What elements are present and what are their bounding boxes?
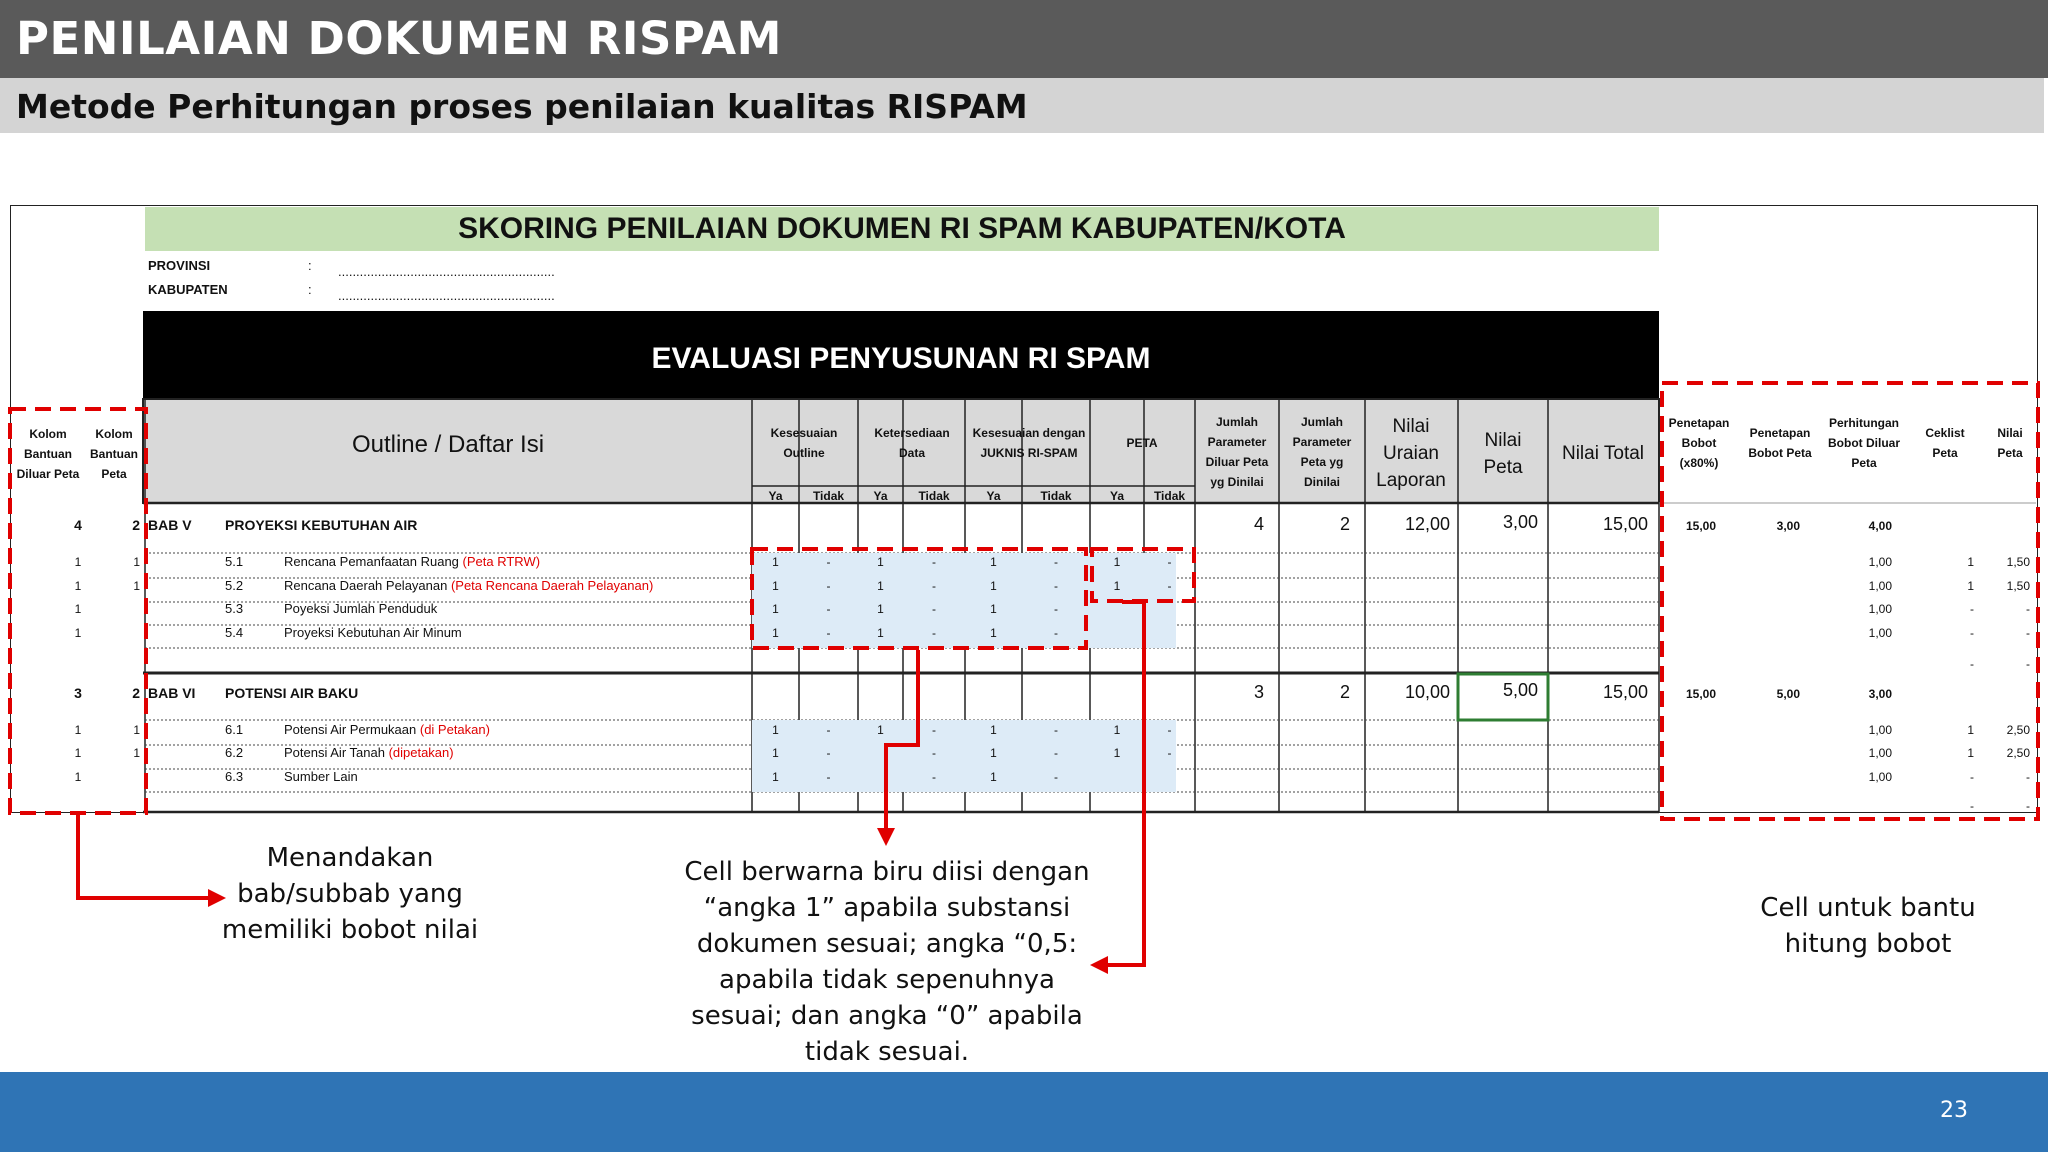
- page-number: 23: [1940, 1098, 1968, 1123]
- bab6-nilai-peta: 5,00: [1502, 680, 1538, 700]
- nilai-uraian-header: Nilai: [1392, 416, 1430, 437]
- nilai-total-header: Nilai Total: [1561, 443, 1645, 464]
- right-helper-header: Peta: [1997, 446, 2023, 460]
- tidak-header: Tidak: [812, 489, 845, 503]
- caption-left: [205, 840, 495, 948]
- jp-diluar-header: Jumlah: [1215, 415, 1259, 429]
- bab6-code: BAB VI: [148, 685, 196, 701]
- nilai-peta-value: 2,50: [2006, 746, 2030, 760]
- input-cell-value: 1: [1113, 579, 1121, 593]
- right-helper-header: Nilai: [1997, 426, 2023, 440]
- bab5-jp-diluar: 4: [1253, 514, 1264, 534]
- ceklist-peta-value: -: [1970, 626, 1974, 640]
- input-cell-value: 1: [877, 602, 884, 616]
- row-helper-1: 1: [74, 746, 82, 760]
- input-cell-value: -: [1167, 723, 1172, 737]
- bobot-diluar-value: 1,00: [1868, 555, 1892, 569]
- input-cell-value: -: [826, 626, 831, 640]
- caption-right-line: hitung bobot: [1784, 929, 1952, 959]
- left-helper-header: Bantuan: [90, 447, 138, 461]
- nilai-peta-header: Peta: [1483, 457, 1523, 478]
- input-cell-value: 1: [990, 602, 997, 616]
- input-cell-value: 1: [990, 746, 997, 760]
- ceklist-peta-value: -: [1970, 657, 1974, 671]
- caption-left-line: bab/subbab yang: [237, 879, 463, 909]
- tidak-header: Tidak: [1153, 489, 1186, 503]
- input-cell-value: 1: [1113, 746, 1121, 760]
- jp-diluar-header: Diluar Peta: [1205, 455, 1269, 469]
- input-cell-value: -: [826, 723, 831, 737]
- row-text: Potensi Air Permukaan (di Petakan): [284, 722, 490, 737]
- input-cell-value: 1: [772, 723, 779, 737]
- row-number: 5.1: [225, 554, 244, 569]
- jp-diluar-header: Parameter: [1207, 435, 1267, 449]
- bab5-code: BAB V: [148, 517, 192, 533]
- bobot-diluar-value: 1,00: [1868, 770, 1892, 784]
- input-cell-value: 1: [772, 579, 779, 593]
- input-cell-value: -: [1054, 746, 1058, 760]
- right-helper-header: Peta: [1851, 456, 1877, 470]
- row-helper-2: 1: [133, 555, 140, 569]
- input-cell-value: -: [932, 602, 936, 616]
- input-cell-value: 1: [877, 723, 884, 737]
- nilai-peta-value: -: [2026, 657, 2030, 671]
- input-cell-value: -: [932, 723, 936, 737]
- kabupaten-colon: :: [308, 282, 312, 297]
- row-number: 5.2: [225, 578, 244, 593]
- caption-middle: [680, 854, 1094, 1070]
- caption-right: [1708, 890, 2028, 962]
- input-cell-value: 1: [990, 555, 997, 569]
- row-helper-2: 1: [133, 723, 140, 737]
- bab6-bobot-diluar: 3,00: [1868, 687, 1892, 701]
- right-helper-header: Perhitungan: [1828, 416, 1900, 430]
- bab6-helper-1: 3: [74, 685, 82, 701]
- slide-subtitle: Metode Perhitungan proses penilaian kualitas RISPAM: [16, 87, 1028, 126]
- kabupaten-dotted-line: ............................................................: [338, 288, 555, 303]
- row-text: Rencana Pemanfaatan Ruang (Peta RTRW): [284, 554, 541, 569]
- row-number: 6.3: [225, 769, 244, 784]
- input-cell-value: -: [826, 770, 831, 784]
- bab5-helper-2: 2: [132, 517, 140, 533]
- slide-title: PENILAIAN DOKUMEN RISPAM: [16, 12, 782, 65]
- bobot-diluar-value: 1,00: [1868, 746, 1892, 760]
- bab5-title: PROYEKSI KEBUTUHAN AIR: [225, 517, 418, 533]
- nilai-peta-value: -: [2026, 770, 2030, 784]
- right-helper-header: Penetapan: [1749, 426, 1811, 440]
- input-cell-value: -: [1167, 555, 1172, 569]
- ceklist-peta-value: -: [1970, 602, 1974, 616]
- ceklist-peta-value: 1: [1967, 555, 1974, 569]
- row-helper-1: 1: [74, 555, 82, 569]
- input-cell-value: 1: [990, 770, 997, 784]
- row-helper-1: 1: [74, 626, 82, 640]
- caption-left-line: memiliki bobot nilai: [221, 915, 479, 945]
- row-number: 6.2: [225, 745, 244, 760]
- bab6-bobot-peta: 5,00: [1776, 687, 1800, 701]
- nilai-peta-value: -: [2026, 799, 2030, 813]
- row-helper-1: 1: [74, 602, 82, 616]
- arrow-head-middle: [877, 828, 895, 846]
- caption-middle-line: “angka 1” apabila substansi: [703, 893, 1071, 923]
- input-cell-value: -: [1054, 555, 1058, 569]
- row-text-red: (di Petakan): [419, 722, 490, 737]
- ceklist-peta-value: -: [1970, 799, 1974, 813]
- jp-peta-header: Jumlah: [1300, 415, 1344, 429]
- input-cell-value: 1: [772, 626, 779, 640]
- input-cell-value: -: [1167, 579, 1172, 593]
- caption-middle-line: apabila tidak sepenuhnya: [719, 965, 1055, 995]
- arrow-line-left: [78, 813, 212, 898]
- input-cell-value: -: [1054, 770, 1058, 784]
- ceklist-peta-value: 1: [1967, 579, 1974, 593]
- left-helper-header: Bantuan: [24, 447, 72, 461]
- eval-title: EVALUASI PENYUSUNAN RI SPAM: [651, 342, 1151, 375]
- input-cell-value: -: [1054, 602, 1058, 616]
- caption-middle-line: Cell berwarna biru diisi dengan: [684, 857, 1090, 887]
- nilai-peta-value: -: [2026, 626, 2030, 640]
- row-helper-1: 1: [74, 723, 82, 737]
- ya-header: Ya: [986, 489, 1001, 503]
- group-header-juknis-2: JUKNIS RI-SPAM: [980, 446, 1078, 460]
- group-header-outline: Outline: [783, 446, 825, 460]
- caption-middle-line: dokumen sesuai; angka “0,5:: [696, 929, 1078, 959]
- nilai-uraian-header: Uraian: [1383, 443, 1439, 464]
- left-helper-header: Diluar Peta: [16, 467, 80, 481]
- input-cell-value: -: [1167, 746, 1172, 760]
- left-helper-header: Kolom: [29, 427, 67, 441]
- ceklist-peta-value: 1: [1967, 723, 1974, 737]
- row-helper-2: 1: [133, 746, 140, 760]
- right-helper-header: Bobot: [1681, 436, 1717, 450]
- caption-left-line: Menandakan: [266, 843, 434, 873]
- caption-middle-line: tidak sesuai.: [804, 1037, 970, 1067]
- jp-diluar-header: yg Dinilai: [1210, 475, 1264, 489]
- ceklist-peta-value: 1: [1967, 746, 1974, 760]
- row-text: Potensi Air Tanah (dipetakan): [284, 745, 454, 760]
- input-cell-value: 1: [877, 555, 884, 569]
- bobot-diluar-value: 1,00: [1868, 723, 1892, 737]
- right-helper-header: (x80%): [1679, 456, 1719, 470]
- left-helper-header: Kolom: [95, 427, 133, 441]
- nilai-peta-header: Nilai: [1484, 430, 1522, 451]
- group-header-kesesuaian: Kesesuaian: [770, 426, 838, 440]
- bab6-title: POTENSI AIR BAKU: [225, 685, 359, 701]
- nilai-peta-value: 2,50: [2006, 723, 2030, 737]
- bab6-bobot: 15,00: [1685, 687, 1716, 701]
- bab6-helper-2: 2: [132, 685, 140, 701]
- row-text-red: (dipetakan): [388, 745, 454, 760]
- input-cell-value: -: [1054, 723, 1058, 737]
- banner-title: SKORING PENILAIAN DOKUMEN RI SPAM KABUPATEN/KOTA: [458, 212, 1346, 245]
- jp-peta-header: Peta yg: [1300, 455, 1344, 469]
- caption-middle-line: sesuai; dan angka “0” apabila: [691, 1001, 1083, 1031]
- footer-bar: [0, 1072, 2048, 1152]
- caption-right-line: Cell untuk bantu: [1760, 893, 1976, 923]
- input-cell-value: -: [826, 579, 831, 593]
- row-text: Sumber Lain: [284, 769, 358, 784]
- input-cell-value: 1: [877, 579, 884, 593]
- input-cell-value: -: [932, 626, 936, 640]
- row-text: Poyeksi Jumlah Penduduk: [284, 601, 438, 616]
- bab5-bobot-diluar: 4,00: [1868, 519, 1892, 533]
- bobot-diluar-value: 1,00: [1868, 602, 1892, 616]
- group-header-data: Data: [898, 446, 926, 460]
- row-number: 5.3: [225, 601, 244, 616]
- right-helper-header: Bobot Diluar: [1828, 436, 1900, 450]
- group-header-peta: PETA: [1126, 436, 1158, 450]
- ya-header: Ya: [1109, 489, 1125, 503]
- input-cell-value: 1: [1113, 723, 1121, 737]
- input-cell-value: 1: [990, 626, 997, 640]
- nilai-peta-value: -: [2026, 602, 2030, 616]
- group-header-ketersediaan: Ketersediaan: [874, 426, 950, 440]
- row-helper-1: 1: [74, 579, 82, 593]
- tidak-header: Tidak: [1040, 489, 1072, 503]
- right-helper-header: Peta: [1932, 446, 1958, 460]
- left-helper-header: Peta: [101, 467, 127, 481]
- provinsi-dotted-line: ............................................................: [338, 264, 555, 279]
- input-cell-value: 1: [877, 626, 884, 640]
- input-cell-value: 1: [990, 579, 997, 593]
- provinsi-colon: :: [308, 258, 312, 273]
- ya-header: Ya: [873, 489, 888, 503]
- tidak-header: Tidak: [918, 489, 950, 503]
- input-cell-value: -: [826, 555, 831, 569]
- row-number: 5.4: [225, 625, 244, 640]
- bab5-nilai-total: 15,00: [1602, 514, 1648, 534]
- bobot-diluar-value: 1,00: [1868, 626, 1892, 640]
- bab5-nilai-peta: 3,00: [1502, 512, 1538, 532]
- input-cell-value: -: [1054, 626, 1058, 640]
- input-cell-value: -: [932, 770, 936, 784]
- row-helper-1: 1: [74, 770, 82, 784]
- input-cell-value: -: [1054, 579, 1058, 593]
- input-cell-value: 1: [990, 723, 997, 737]
- provinsi-label: PROVINSI: [148, 258, 211, 273]
- bab6-nilai-uraian: 10,00: [1404, 682, 1450, 702]
- ya-header: Ya: [768, 489, 783, 503]
- bab6-jp-peta: 2: [1339, 682, 1350, 702]
- nilai-peta-value: 1,50: [2006, 579, 2030, 593]
- bobot-diluar-value: 1,00: [1868, 579, 1892, 593]
- right-helper-header: Penetapan: [1668, 416, 1730, 430]
- input-cell-value: 1: [1113, 555, 1121, 569]
- input-cell-value: 1: [772, 770, 779, 784]
- bab5-jp-peta: 2: [1339, 514, 1350, 534]
- bab6-jp-diluar: 3: [1253, 682, 1264, 702]
- row-text-red: (Peta RTRW): [462, 554, 541, 569]
- jp-peta-header: Parameter: [1292, 435, 1352, 449]
- bab6-nilai-total: 15,00: [1602, 682, 1648, 702]
- input-cell-value: -: [826, 746, 831, 760]
- group-header-juknis: Kesesuaian dengan: [972, 426, 1086, 440]
- row-text: Proyeksi Kebutuhan Air Minum: [284, 625, 462, 640]
- bab5-helper-1: 4: [74, 517, 82, 533]
- right-helper-header: Bobot Peta: [1748, 446, 1812, 460]
- kabupaten-label: KABUPATEN: [148, 282, 228, 297]
- bab5-bobot: 15,00: [1685, 519, 1716, 533]
- outline-header: Outline / Daftar Isi: [351, 431, 545, 458]
- bab5-bobot-peta: 3,00: [1776, 519, 1800, 533]
- input-cell-value: 1: [772, 746, 779, 760]
- input-cell-value: 1: [772, 555, 779, 569]
- input-cell-value: -: [932, 746, 936, 760]
- input-cell-value: -: [826, 602, 831, 616]
- row-helper-2: 1: [133, 579, 140, 593]
- input-cell-value: -: [932, 555, 936, 569]
- row-number: 6.1: [225, 722, 244, 737]
- blue-input-area-bab6: [752, 720, 1176, 792]
- jp-peta-header: Dinilai: [1303, 475, 1341, 489]
- nilai-peta-value: 1,50: [2006, 555, 2030, 569]
- input-cell-value: -: [932, 579, 936, 593]
- bab5-nilai-uraian: 12,00: [1404, 514, 1450, 534]
- row-text-red: (Peta Rencana Daerah Pelayanan): [450, 578, 654, 593]
- row-text: Rencana Daerah Pelayanan (Peta Rencana Daerah Pelayanan): [284, 578, 654, 593]
- input-cell-value: 1: [772, 602, 779, 616]
- nilai-uraian-header: Laporan: [1376, 470, 1446, 491]
- ceklist-peta-value: -: [1970, 770, 1974, 784]
- right-helper-header: Ceklist: [1925, 426, 1965, 440]
